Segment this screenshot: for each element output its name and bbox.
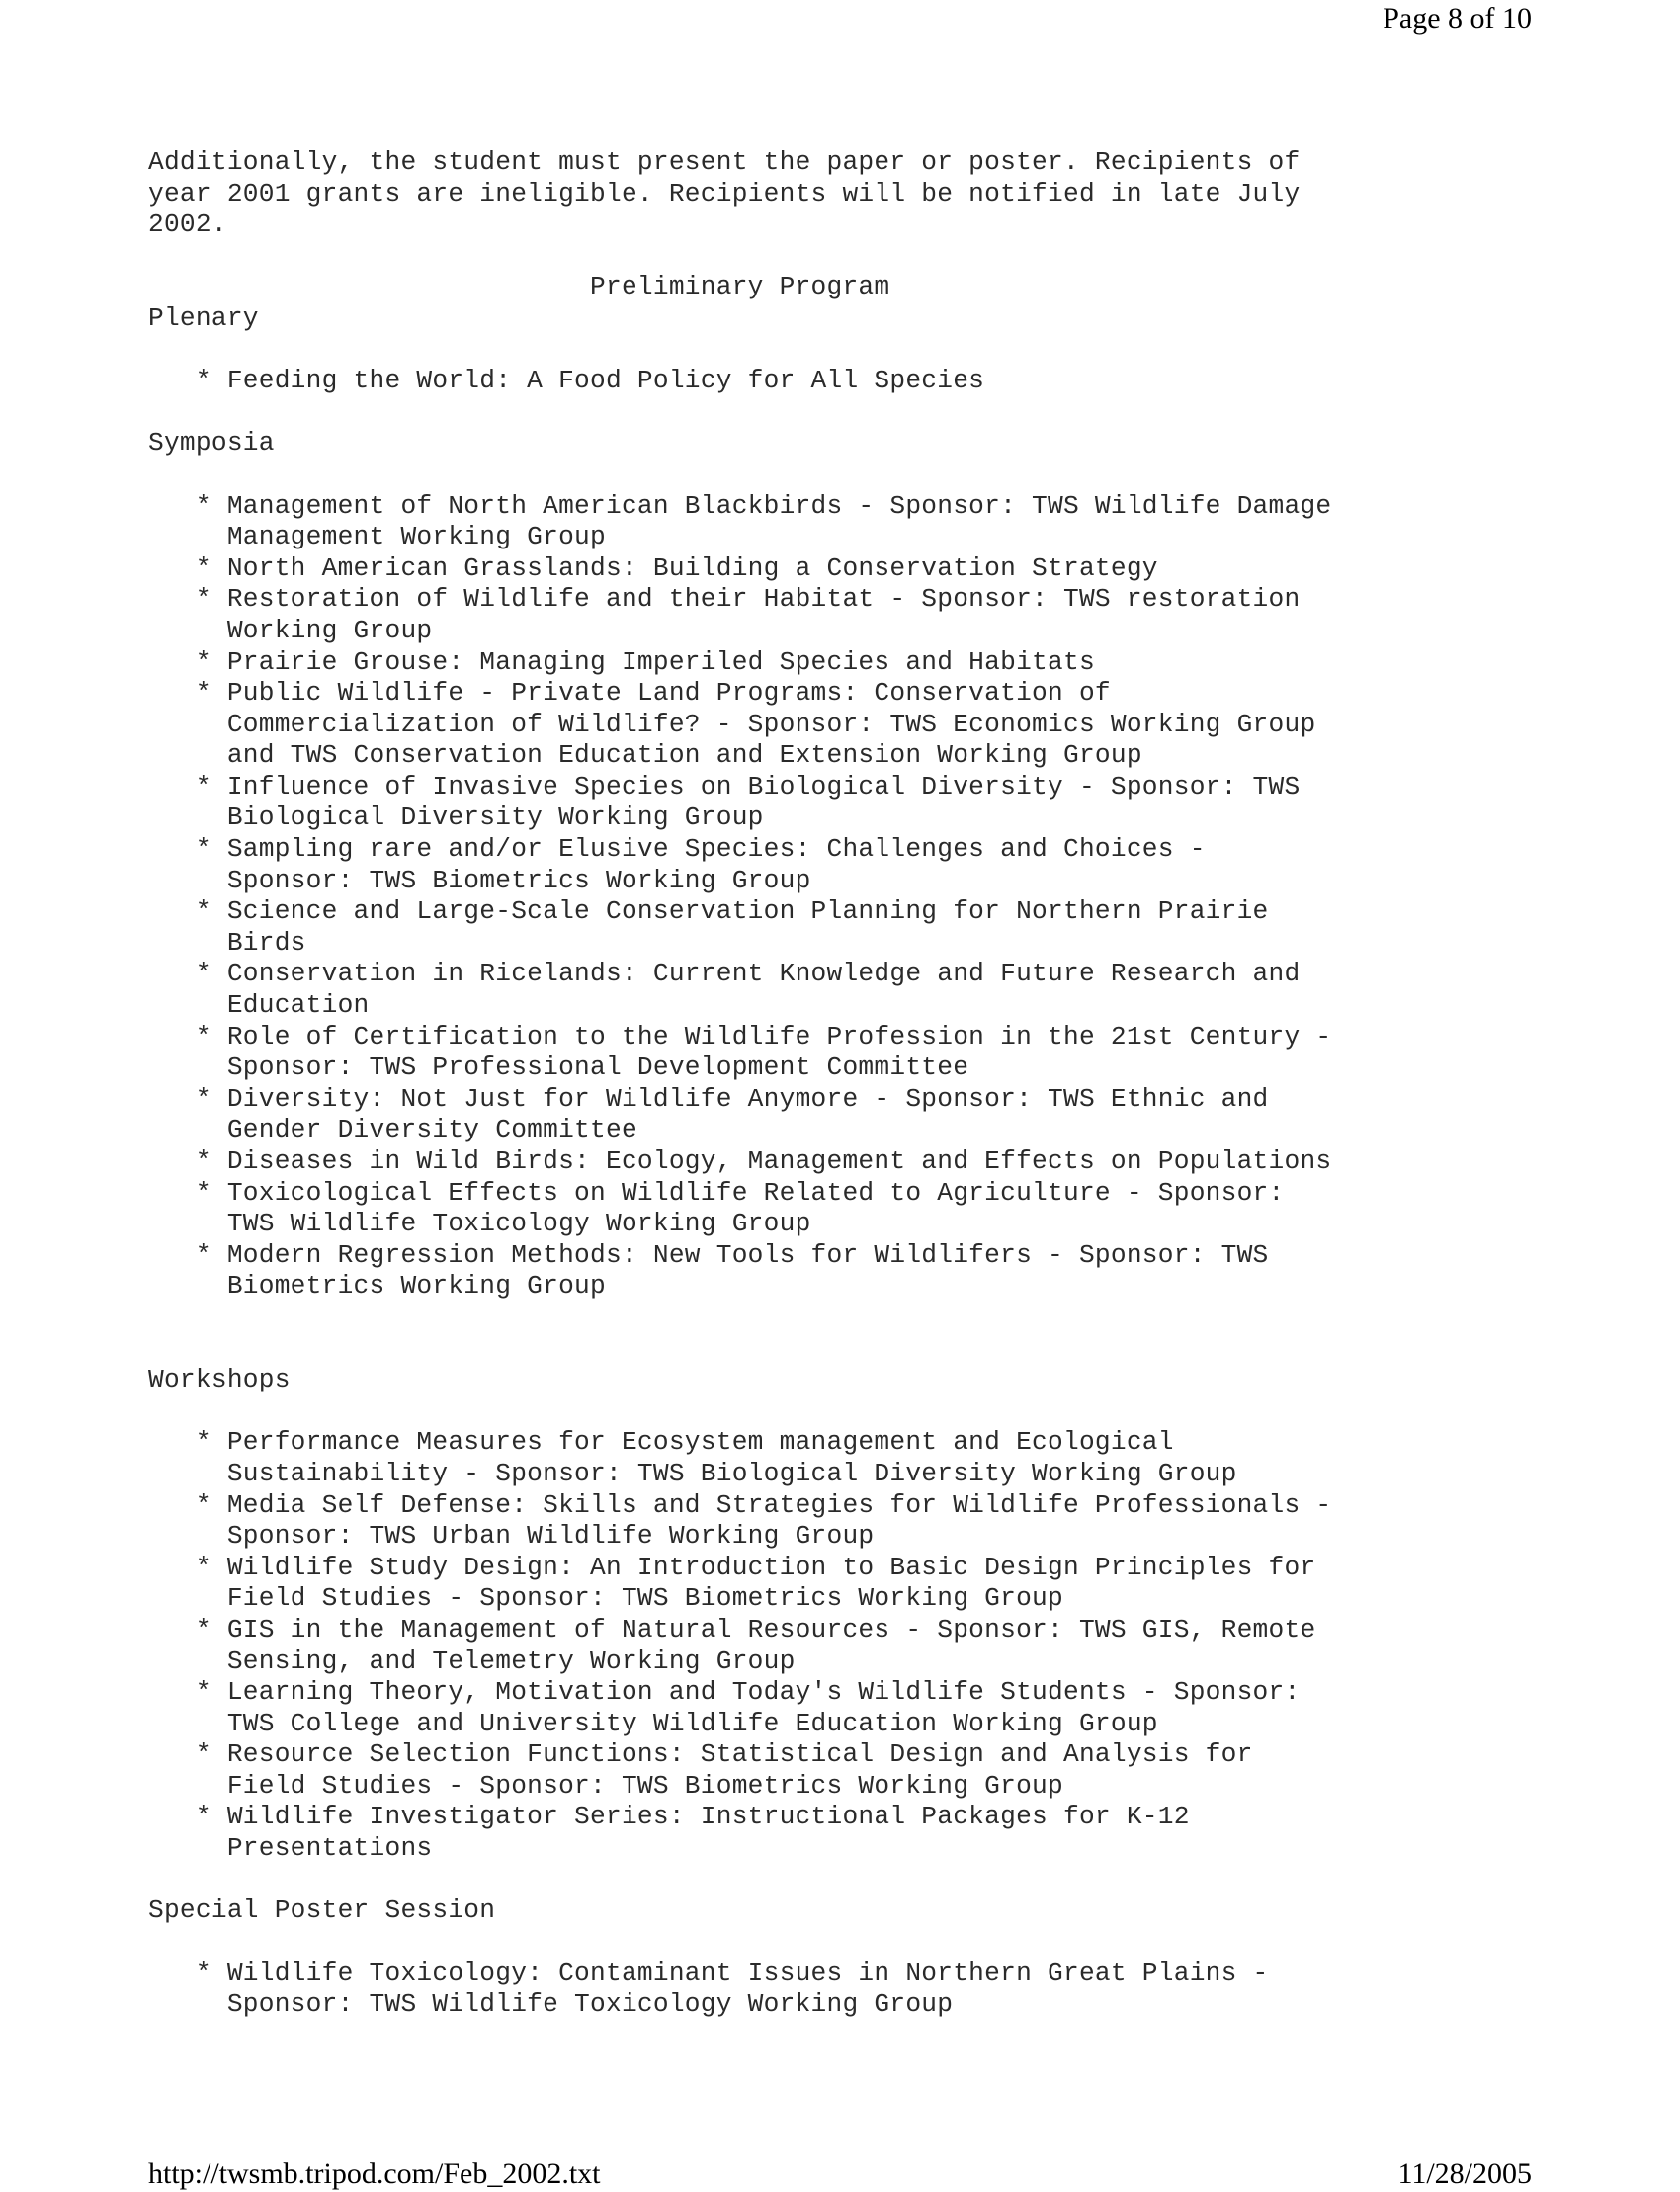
blank-line [148,397,1433,429]
blank-line [148,1334,1433,1366]
text-line: 2002. [148,210,227,240]
list-item: * Diseases in Wild Birds: Ecology, Management and Effects on Populations [148,1146,1332,1176]
text-line: Additionally, the student must present the paper or poster. Recipients of [148,147,1301,177]
list-item: * Public Wildlife - Private Land Programs: Conservation of [148,678,1111,709]
page-number: Page 8 of 10 [1383,2,1532,35]
blank-line [148,1303,1433,1334]
list-item: * Performance Measures for Ecosystem management and Ecological [148,1427,1174,1458]
blank-line [148,241,1433,273]
list-item-continuation: Sponsor: TWS Wildlife Toxicology Working Group [148,1989,954,2020]
list-item: * Feeding the World: A Food Policy for All Species [148,366,985,396]
list-item: * Modern Regression Methods: New Tools for Wildlifers - Sponsor: TWS [148,1239,1269,1270]
list-item: * Learning Theory, Motivation and Today's Wildlife Students - Sponsor: [148,1677,1301,1708]
list-item-continuation: Management Working Group [148,522,606,552]
list-item-continuation: TWS Wildlife Toxicology Working Group [148,1209,811,1239]
list-item: * GIS in the Management of Natural Resources - Sponsor: TWS GIS, Remote [148,1614,1316,1644]
list-item-continuation: Birds [148,927,306,958]
blank-line [148,1865,1433,1897]
list-item: * Prairie Grouse: Managing Imperiled Species and Habitats [148,646,1095,677]
list-item-continuation: Gender Diversity Committee [148,1115,637,1145]
list-item-continuation: Sponsor: TWS Urban Wildlife Working Group [148,1521,875,1552]
list-item-continuation: Sustainability - Sponsor: TWS Biological Diversity Working Group [148,1458,1237,1488]
footer-date: 11/28/2005 [1397,2157,1532,2190]
list-item-continuation: Field Studies - Sponsor: TWS Biometrics Working Group [148,1770,1063,1801]
text-line: year 2001 grants are ineligible. Recipients will be notified in late July [148,178,1301,209]
list-item-continuation: Sensing, and Telemetry Working Group [148,1645,796,1676]
list-item: * Management of North American Blackbirds - Sponsor: TWS Wildlife Damage [148,490,1332,521]
list-item: * Resource Selection Functions: Statistical Design and Analysis for [148,1739,1253,1770]
footer-url: http://twsmb.tripod.com/Feb_2002.txt [148,2157,601,2190]
list-item: * Wildlife Toxicology: Contaminant Issues in Northern Great Plains - [148,1958,1269,1988]
list-item-continuation: Biological Diversity Working Group [148,802,764,833]
list-item-continuation: Sponsor: TWS Biometrics Working Group [148,865,811,895]
list-item-continuation: Commercialization of Wildlife? - Sponsor: TWS Economics Working Group [148,709,1316,739]
document-body [148,147,1433,2021]
list-item: * North American Grasslands: Building a Conservation Strategy [148,552,1158,583]
list-item: * Diversity: Not Just for Wildlife Anymore - Sponsor: TWS Ethnic and [148,1083,1269,1114]
list-item: * Media Self Defense: Skills and Strategies for Wildlife Professionals - [148,1489,1332,1520]
list-item-continuation: TWS College and University Wildlife Education Working Group [148,1708,1158,1738]
list-item: * Wildlife Investigator Series: Instructional Packages for K-12 [148,1802,1190,1832]
blank-line [148,1927,1433,1959]
list-item: * Science and Large-Scale Conservation Planning for Northern Prairie [148,896,1269,927]
list-item: * Wildlife Study Design: An Introduction to Basic Design Principles for [148,1552,1316,1582]
list-item-continuation: Biometrics Working Group [148,1271,606,1302]
blank-line [148,335,1433,367]
list-item: * Conservation in Ricelands: Current Knowledge and Future Research and [148,959,1301,989]
list-item: * Restoration of Wildlife and their Habitat - Sponsor: TWS restoration [148,584,1301,615]
list-item: * Sampling rare and/or Elusive Species: Challenges and Choices - [148,834,1206,865]
list-item-continuation: Working Group [148,615,433,645]
list-item: * Toxicological Effects on Wildlife Related to Agriculture - Sponsor: [148,1177,1285,1208]
section-heading: Symposia [148,428,275,459]
list-item: * Influence of Invasive Species on Biological Diversity - Sponsor: TWS [148,771,1301,801]
list-item-continuation: Sponsor: TWS Professional Development Committee [148,1053,969,1083]
list-item-continuation: Field Studies - Sponsor: TWS Biometrics Working Group [148,1583,1063,1614]
section-heading: Plenary [148,302,259,333]
list-item-continuation: and TWS Conservation Education and Extension Working Group [148,740,1142,771]
blank-line [148,460,1433,491]
blank-line [148,1396,1433,1428]
section-heading: Workshops [148,1365,291,1395]
list-item-continuation: Education [148,990,370,1021]
list-item: * Role of Certification to the Wildlife Profession in the 21st Century - [148,1021,1332,1052]
section-heading: Special Poster Session [148,1896,496,1926]
program-title: Preliminary Program [148,272,890,302]
list-item-continuation: Presentations [148,1833,433,1864]
